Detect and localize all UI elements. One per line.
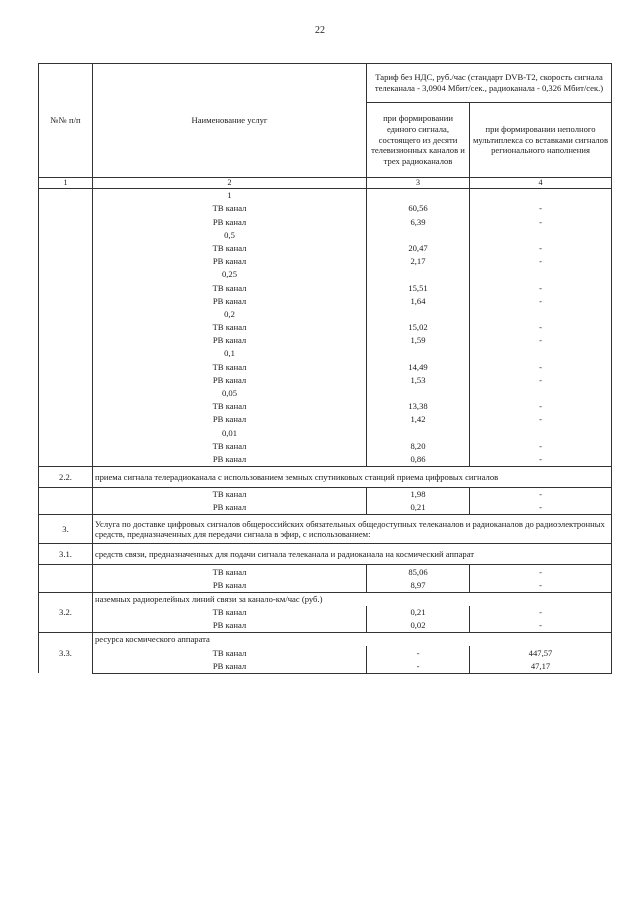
service-name-cell: ТВ канал bbox=[93, 321, 367, 334]
tariff-single-cell: 20,47 bbox=[367, 242, 470, 255]
tariff-partial-cell: - bbox=[470, 374, 612, 387]
row-number-cell bbox=[39, 413, 93, 426]
tariff-single-cell: 14,49 bbox=[367, 360, 470, 373]
section-row bbox=[39, 633, 612, 647]
tariff-single-cell: 8,20 bbox=[367, 440, 470, 453]
tariff-partial-cell: - bbox=[470, 202, 612, 215]
tariff-partial-cell: - bbox=[470, 440, 612, 453]
service-name-cell: ТВ канал bbox=[93, 565, 367, 579]
table-row bbox=[39, 229, 612, 242]
tariff-single-cell: 8,97 bbox=[367, 579, 470, 593]
section-title: ресурса космического аппарата bbox=[93, 633, 612, 647]
tariff-partial-cell bbox=[470, 229, 612, 242]
header-service-name: Наименование услуг bbox=[93, 64, 367, 178]
tariff-partial-cell: - bbox=[470, 413, 612, 426]
tariff-single-cell bbox=[367, 229, 470, 242]
header-no: №№ п/п bbox=[39, 64, 93, 178]
tariff-single-cell: - bbox=[367, 660, 470, 674]
tariff-single-cell: 0,02 bbox=[367, 619, 470, 633]
service-name-cell: 0,1 bbox=[93, 347, 367, 360]
column-number: 1 bbox=[39, 178, 93, 189]
tariff-partial-cell: - bbox=[470, 487, 612, 501]
section-title: Услуга по доставке цифровых сигналов общероссийских обязательных общедоступных телеканалов и радиоканалов до радиоэлектронных средств, предназначенных для передачи сигнала в эфир, с использованием: bbox=[93, 515, 612, 544]
section-number: 3.1. bbox=[39, 544, 93, 565]
tariff-single-cell: 15,51 bbox=[367, 281, 470, 294]
row-number-cell bbox=[39, 347, 93, 360]
tariff-single-cell: 2,17 bbox=[367, 255, 470, 268]
header-tariff-partial-multiplex: при формировании неполного мультиплекса со вставками сигналов регионального наполнения bbox=[470, 103, 612, 178]
tariff-table bbox=[38, 63, 612, 674]
service-name-cell: 0,5 bbox=[93, 229, 367, 242]
tariff-partial-cell bbox=[470, 189, 612, 203]
service-name-cell: РВ канал bbox=[93, 501, 367, 515]
section-number: 3.3. bbox=[39, 633, 93, 674]
service-name-cell: РВ канал bbox=[93, 619, 367, 633]
table-row bbox=[39, 426, 612, 439]
section-title: средств связи, предназначенных для подачи сигнала телеканала и радиоканала на космический аппарат bbox=[93, 544, 612, 565]
row-number-cell bbox=[39, 215, 93, 228]
tariff-single-cell bbox=[367, 426, 470, 439]
tariff-partial-cell bbox=[470, 268, 612, 281]
row-number-cell bbox=[39, 202, 93, 215]
service-name-cell: РВ канал bbox=[93, 579, 367, 593]
section-number: 3. bbox=[39, 515, 93, 544]
row-number-cell bbox=[39, 579, 93, 593]
tariff-single-cell: 1,59 bbox=[367, 334, 470, 347]
tariff-partial-cell: - bbox=[470, 242, 612, 255]
tariff-partial-cell: - bbox=[470, 360, 612, 373]
table-row bbox=[39, 660, 612, 674]
tariff-partial-cell: - bbox=[470, 453, 612, 467]
tariff-partial-cell bbox=[470, 426, 612, 439]
row-number-cell bbox=[39, 189, 93, 203]
tariff-single-cell: - bbox=[367, 646, 470, 659]
table-row bbox=[39, 202, 612, 215]
service-name-cell: РВ канал bbox=[93, 453, 367, 467]
row-number-cell bbox=[39, 268, 93, 281]
table-row bbox=[39, 440, 612, 453]
column-number: 4 bbox=[470, 178, 612, 189]
tariff-partial-cell bbox=[470, 387, 612, 400]
row-number-cell bbox=[39, 295, 93, 308]
tariff-single-cell: 6,39 bbox=[367, 215, 470, 228]
row-number-cell bbox=[39, 321, 93, 334]
table-row bbox=[39, 374, 612, 387]
table-row bbox=[39, 308, 612, 321]
service-name-cell: 0,25 bbox=[93, 268, 367, 281]
table-row bbox=[39, 400, 612, 413]
row-number-cell bbox=[39, 400, 93, 413]
section-title: наземных радиорелейных линий связи за канало-км/час (руб.) bbox=[93, 592, 612, 606]
tariff-partial-cell: 447,57 bbox=[470, 646, 612, 659]
tariff-partial-cell bbox=[470, 308, 612, 321]
service-name-cell: ТВ канал bbox=[93, 440, 367, 453]
table-row bbox=[39, 387, 612, 400]
section-row bbox=[39, 466, 612, 487]
table-row bbox=[39, 281, 612, 294]
tariff-single-cell: 1,53 bbox=[367, 374, 470, 387]
tariff-single-cell: 0,21 bbox=[367, 501, 470, 515]
tariff-partial-cell: 47,17 bbox=[470, 660, 612, 674]
service-name-cell: 1 bbox=[93, 189, 367, 203]
table-row bbox=[39, 413, 612, 426]
table-row bbox=[39, 501, 612, 515]
service-name-cell: ТВ канал bbox=[93, 400, 367, 413]
section-row bbox=[39, 515, 612, 544]
row-number-cell bbox=[39, 440, 93, 453]
row-number-cell bbox=[39, 426, 93, 439]
tariff-partial-cell: - bbox=[470, 255, 612, 268]
column-number: 3 bbox=[367, 178, 470, 189]
column-numbers-row bbox=[39, 178, 612, 189]
row-number-cell bbox=[39, 229, 93, 242]
row-number-cell bbox=[39, 387, 93, 400]
table-row bbox=[39, 255, 612, 268]
service-name-cell: ТВ канал bbox=[93, 606, 367, 619]
table-row bbox=[39, 215, 612, 228]
service-name-cell: 0,2 bbox=[93, 308, 367, 321]
table-row bbox=[39, 646, 612, 659]
tariff-single-cell: 0,86 bbox=[367, 453, 470, 467]
tariff-single-cell bbox=[367, 347, 470, 360]
row-number-cell bbox=[39, 374, 93, 387]
service-name-cell: ТВ канал bbox=[93, 202, 367, 215]
tariff-partial-cell: - bbox=[470, 334, 612, 347]
row-number-cell bbox=[39, 334, 93, 347]
tariff-partial-cell: - bbox=[470, 215, 612, 228]
tariff-single-cell bbox=[367, 268, 470, 281]
tariff-single-cell: 15,02 bbox=[367, 321, 470, 334]
service-name-cell: РВ канал bbox=[93, 413, 367, 426]
table-row bbox=[39, 606, 612, 619]
section-row bbox=[39, 544, 612, 565]
row-number-cell bbox=[39, 487, 93, 501]
tariff-single-cell bbox=[367, 308, 470, 321]
service-name-cell: 0,05 bbox=[93, 387, 367, 400]
row-number-cell bbox=[39, 565, 93, 579]
service-name-cell: РВ канал bbox=[93, 374, 367, 387]
table-row bbox=[39, 487, 612, 501]
tariff-partial-cell: - bbox=[470, 606, 612, 619]
tariff-single-cell: 0,21 bbox=[367, 606, 470, 619]
tariff-partial-cell bbox=[470, 347, 612, 360]
tariff-partial-cell: - bbox=[470, 619, 612, 633]
table-row bbox=[39, 242, 612, 255]
tariff-single-cell: 60,56 bbox=[367, 202, 470, 215]
service-name-cell: ТВ канал bbox=[93, 360, 367, 373]
row-number-cell bbox=[39, 453, 93, 467]
service-name-cell: РВ канал bbox=[93, 255, 367, 268]
table-row bbox=[39, 321, 612, 334]
row-number-cell bbox=[39, 308, 93, 321]
table-row bbox=[39, 334, 612, 347]
tariff-single-cell bbox=[367, 387, 470, 400]
tariff-single-cell: 1,42 bbox=[367, 413, 470, 426]
section-row bbox=[39, 592, 612, 606]
table-row bbox=[39, 360, 612, 373]
tariff-partial-cell: - bbox=[470, 321, 612, 334]
tariff-single-cell: 1,64 bbox=[367, 295, 470, 308]
tariff-single-cell: 1,98 bbox=[367, 487, 470, 501]
service-name-cell: РВ канал bbox=[93, 295, 367, 308]
page-number: 22 bbox=[315, 25, 325, 36]
table-row bbox=[39, 579, 612, 593]
service-name-cell: ТВ канал bbox=[93, 487, 367, 501]
service-name-cell: ТВ канал bbox=[93, 242, 367, 255]
column-number: 2 bbox=[93, 178, 367, 189]
table-row bbox=[39, 453, 612, 467]
table-row bbox=[39, 619, 612, 633]
tariff-partial-cell: - bbox=[470, 501, 612, 515]
tariff-partial-cell: - bbox=[470, 400, 612, 413]
tariff-single-cell: 13,38 bbox=[367, 400, 470, 413]
service-name-cell: РВ канал bbox=[93, 334, 367, 347]
table-row bbox=[39, 189, 612, 203]
row-number-cell bbox=[39, 501, 93, 515]
service-name-cell: РВ канал bbox=[93, 215, 367, 228]
table-row bbox=[39, 565, 612, 579]
table-row bbox=[39, 295, 612, 308]
header-tariff-single-signal: при формировании единого сигнала, состоящего из десяти телевизионных каналов и трех радиоканалов bbox=[367, 103, 470, 178]
service-name-cell: РВ канал bbox=[93, 660, 367, 674]
header-tariff: Тариф без НДС, руб./час (стандарт DVB-T2, скорость сигнала телеканала - 3,0904 Мбит/сек., радиоканала - 0,326 Мбит/сек.) bbox=[367, 64, 612, 103]
tariff-single-cell bbox=[367, 189, 470, 203]
tariff-partial-cell: - bbox=[470, 565, 612, 579]
section-title: приема сигнала телерадиоканала с использованием земных спутниковых станций приема цифровых сигналов bbox=[93, 466, 612, 487]
row-number-cell bbox=[39, 255, 93, 268]
tariff-partial-cell: - bbox=[470, 295, 612, 308]
row-number-cell bbox=[39, 242, 93, 255]
service-name-cell: ТВ канал bbox=[93, 281, 367, 294]
table-row bbox=[39, 347, 612, 360]
section-number: 2.2. bbox=[39, 466, 93, 487]
tariff-partial-cell: - bbox=[470, 281, 612, 294]
row-number-cell bbox=[39, 281, 93, 294]
table-row bbox=[39, 268, 612, 281]
tariff-partial-cell: - bbox=[470, 579, 612, 593]
tariff-single-cell: 85,06 bbox=[367, 565, 470, 579]
section-number: 3.2. bbox=[39, 592, 93, 633]
row-number-cell bbox=[39, 360, 93, 373]
service-name-cell: 0,01 bbox=[93, 426, 367, 439]
service-name-cell: ТВ канал bbox=[93, 646, 367, 659]
